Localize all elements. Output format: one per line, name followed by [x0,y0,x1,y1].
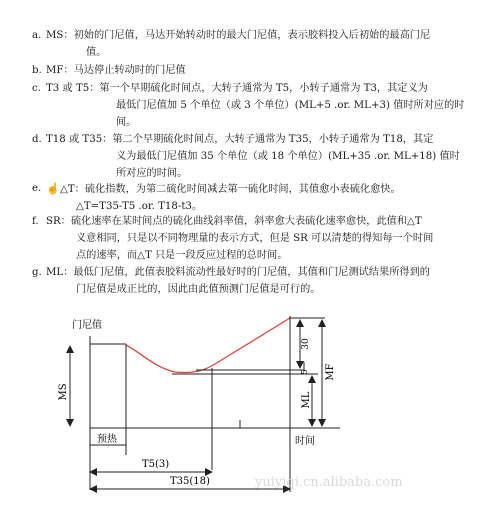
value-5-label: 5 [300,369,309,375]
item-marker: d. [32,134,42,145]
y-axis-label: 门尼值 [72,320,102,331]
item-line: 义意相同，只是以不同物理量的表示方式，但是 SR 可以清楚的得知每一个时间 [76,233,434,244]
item-line: SR：硫化速率在某时间点的硫化曲线斜率值，斜率愈大表硫化速率愈快，此值和△T [46,216,422,227]
ml-label: ML [301,391,312,409]
t35-label: T35(18) [170,476,210,487]
item-line: △T：硫化指数，为第二硫化时间减去第一硫化时间，其值愈小表硫化愈快。 [60,184,401,195]
watermark: yuiyiqi.cn.alibaba.com [255,475,403,490]
item-line: MF：马达停止转动时的门尼值 [46,65,186,76]
hand-cursor-icon: ☝ [46,182,60,195]
item-marker: b. [32,65,42,76]
preheat-label: 预热 [97,434,117,445]
item-line: T3 或 T5：第一个早期硫化时间点，大转子通常为 T5，小转子通常为 T3，其定义为 [46,83,428,94]
item-line: T18 或 T35：第二个早期硫化时间点，大转子通常为 T35，小转子通常为 T18，其定 [46,134,434,145]
ms-label: MS [58,383,69,401]
item-line: 间。 [116,117,137,128]
item-line: △T=T35-T5 .or. T18-t3。 [76,201,203,212]
value-30-label: 30 [301,338,311,350]
item-marker: c. [32,83,41,94]
item-marker: g. [32,267,42,278]
item-line: 最低门尼值加 5 个单位（或 3 个单位）(ML+5 .or. ML+3) 值时所对应的时 [116,100,465,111]
item-line: ML：最低门尼值，此值表胶料流动性最好时的门尼值，其值和门尼测试结果所得到的 [46,267,430,278]
item-line: MS：初始的门尼值，马达开始转动时的最大门尼值，表示胶料投入后初始的最高门尼 [46,30,431,41]
item-line: 义为最低门尼值加 35 个单位（或 18 个单位）(ML+35 .or. ML+18) 值时 [116,151,460,162]
item-line: 门尼值是成正比的，因此由此值预测门尼值是可行的。 [76,284,321,295]
item-marker: e. [32,183,42,194]
mf-label: MF [325,363,336,381]
item-line: 所对应的时间。 [116,168,188,179]
x-axis-label: 时间 [295,436,315,447]
item-marker: f. [32,216,39,227]
mooney-curve [126,318,290,373]
item-marker: a. [32,30,42,41]
t5-label: T5(3) [142,459,170,470]
item-line: 点的速率，而△T 只是一段反应过程的总时间。 [76,250,288,261]
item-line: 值。 [86,47,107,58]
